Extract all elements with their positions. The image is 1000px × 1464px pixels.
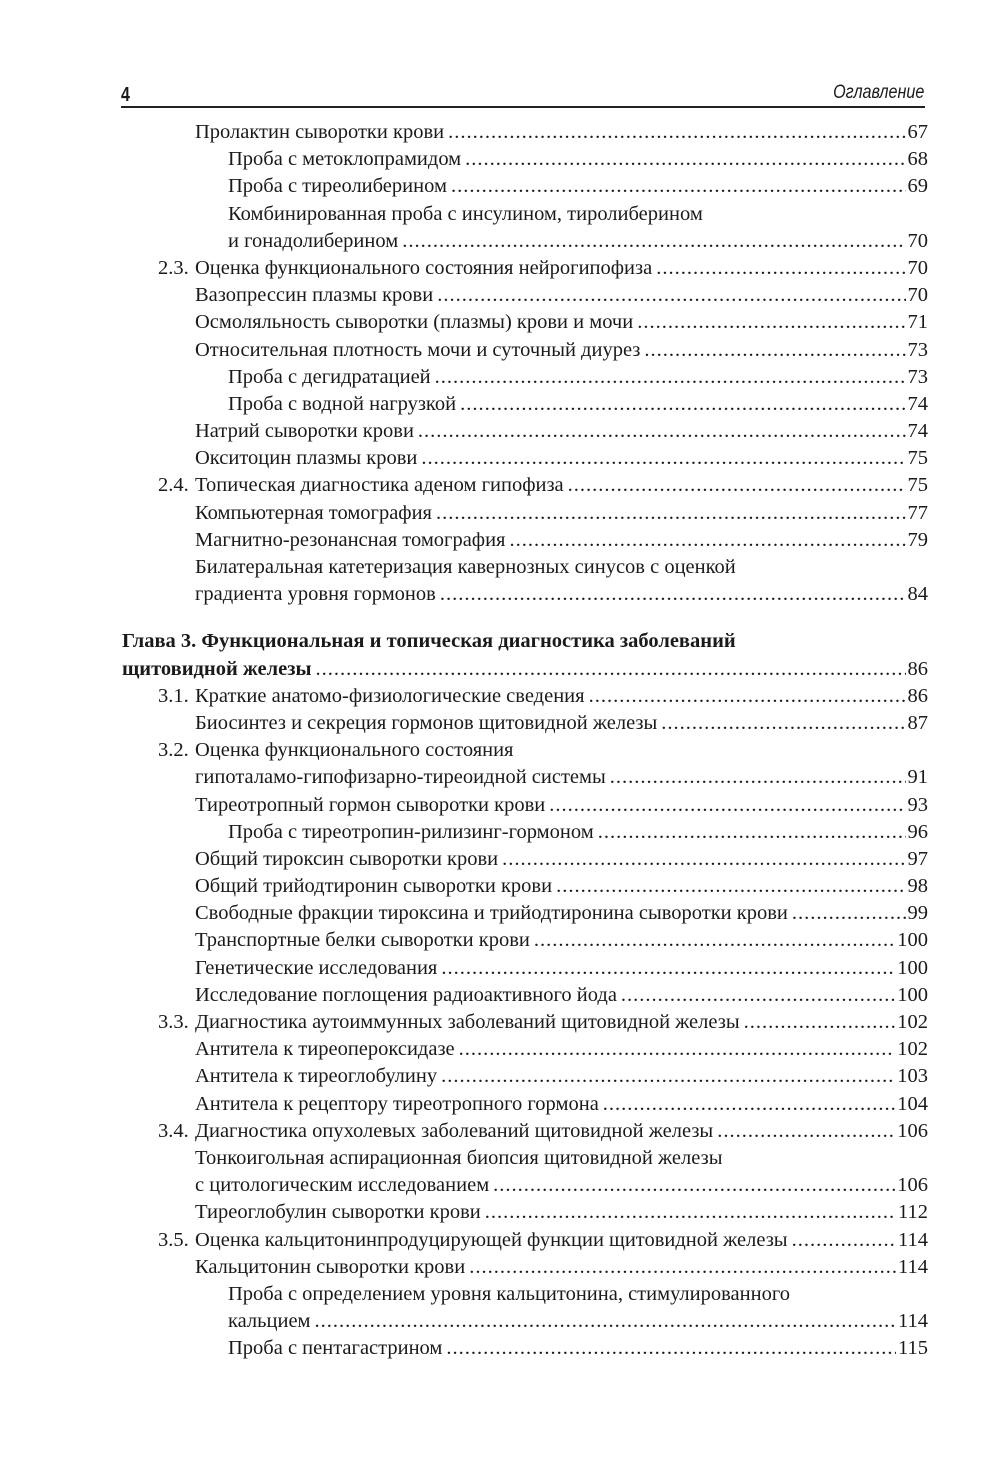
dot-leader [465,146,905,173]
toc-entry [122,554,928,608]
dot-leader [402,228,905,255]
entry-title: Относительная плотность мочи и суточный диурез [195,338,641,361]
page-ref: 102 [897,1011,928,1033]
entry-title: Диагностика аутоиммунных заболеваний щитовидной железы [195,1011,740,1033]
table-of-contents [122,119,928,1362]
entry-title: Осмоляльность сыворотки (плазмы) крови и мочи [195,311,634,334]
entry-title: Натрий сыворотки крови [195,420,414,443]
toc-entry [122,710,928,737]
toc-entry [122,873,928,900]
page-ref: 86 [907,684,928,707]
toc-entry [122,819,928,846]
entry-title: градиента уровня гормонов [195,583,436,606]
entry-title: с цитологическим исследованием [195,1174,490,1197]
page-ref: 67 [907,121,928,143]
section-number: 2.3. [158,256,189,279]
entry-title: Топическая диагностика аденом гипофиза [195,474,564,497]
entry-title: Магнитно-резонансная томография [195,528,506,551]
dot-leader [315,656,905,683]
page-ref: 97 [907,847,928,870]
entry-title: Проба с дегидратацией [228,365,431,388]
dot-leader [459,1036,896,1063]
toc-entry [122,900,928,927]
page-ref: 100 [897,983,928,1006]
toc-entry [122,146,928,173]
page-ref: 68 [907,148,928,171]
entry-title: Проба с тиреотропин-рилизинг-гормоном [228,820,594,843]
entry-title: Биосинтез и секреция гормонов щитовидной железы [195,711,658,734]
page-ref: 73 [907,365,928,388]
page-ref: 75 [907,474,928,497]
dot-leader [744,1009,896,1036]
entry-title: Кальцитонин сыворотки крови [195,1255,466,1278]
entry-title: Вазопрессин плазмы крови [195,284,434,307]
page-ref: 99 [907,902,928,925]
dot-leader [792,900,906,927]
header-rule [121,106,925,108]
dot-leader [610,764,906,791]
dot-leader [509,527,905,554]
entry-title: гипоталамо-гипофизарно-тиреоидной системы [195,766,606,789]
toc-entry [122,737,928,791]
page-ref: 93 [907,793,928,816]
page-ref: 91 [907,766,928,789]
page-ref: 100 [897,956,928,979]
dot-leader [568,472,906,499]
page-number: 4 [121,84,130,106]
page-ref: 112 [898,1201,928,1224]
toc-entry [122,927,928,954]
entry-title: Компьютерная томография [195,501,432,524]
toc-entry [122,527,928,554]
section-number: 3.5. [158,1228,189,1251]
dot-leader [644,337,905,364]
page-ref: 71 [907,311,928,334]
entry-title: Пролактин сыворотки крови [195,121,445,143]
section-number: 3.4. [158,1119,189,1142]
page-ref: 69 [907,175,928,198]
section-number: 3.1. [158,684,189,707]
page-ref: 115 [898,1337,928,1360]
entry-title: Оценка кальцитонинпродуцирующей функции щитовидной железы [195,1228,788,1251]
entry-title: Транспортные белки сыворотки крови [195,929,530,952]
toc-entry [122,683,928,710]
page-ref: 96 [907,820,928,843]
page-ref: 86 [907,657,928,680]
entry-title: кальцием [228,1310,311,1333]
entry-title: Краткие анатомо-физиологические сведения [195,684,585,707]
page-ref: 114 [898,1228,928,1251]
dot-leader [418,418,906,445]
dot-leader [441,955,895,982]
entry-title: Проба с определением уровня кальцитонина, стимулированного [228,1282,790,1305]
entry-title: Антитела к тиреоглобулину [195,1065,438,1088]
dot-leader [441,1063,895,1090]
section-number: 3.3. [158,1011,189,1033]
toc-entry [122,1227,928,1254]
toc-entry [122,500,928,527]
dot-leader [792,1227,896,1254]
page-ref: 74 [907,420,928,443]
entry-title: Тиреоглобулин сыворотки крови [195,1201,481,1224]
dot-leader [656,255,905,282]
toc-entry [122,364,928,391]
entry-title: Антитела к рецептору тиреотропного гормона [195,1092,599,1115]
toc-entry [122,1063,928,1090]
dot-leader [661,710,905,737]
dot-leader [589,683,906,710]
section-number: 3.2. [158,739,189,762]
toc-entry [122,472,928,499]
entry-title: Билатеральная катетеризация кавернозных синусов с оценкой [195,556,736,578]
entry-title: щитовидной железы [122,657,312,680]
entry-title: Проба с метоклопрамидом [228,148,462,171]
page-ref: 87 [907,711,928,734]
page-ref: 100 [897,929,928,952]
entry-title: Проба с тиреолиберином [228,175,447,198]
toc-entry [122,1335,928,1362]
dot-leader [603,1091,895,1118]
page-ref: 104 [897,1092,928,1115]
dot-leader [485,1199,896,1226]
toc-entry [122,201,928,255]
entry-title: и гонадолиберином [228,229,399,252]
page-ref: 98 [907,875,928,898]
toc-entry [122,792,928,819]
entry-title: Оценка функционального состояния [195,739,514,762]
dot-leader [421,445,905,472]
toc-entry [122,1118,928,1145]
page-ref: 114 [898,1310,928,1333]
dot-leader [451,173,906,200]
page-ref: 74 [907,392,928,415]
entry-title: Общий тироксин сыворотки крови [195,847,499,870]
page-ref: 70 [907,284,928,307]
dot-leader [534,927,895,954]
entry-title: Диагностика опухолевых заболеваний щитовидной железы [195,1119,714,1142]
page-ref: 106 [897,1174,928,1197]
toc-entry [122,391,928,418]
entry-title: Оценка функционального состояния нейрогипофиза [195,256,653,279]
page-ref: 75 [907,447,928,470]
running-title: Оглавление [832,82,924,103]
toc-chapter [122,628,928,682]
toc-entry [122,119,928,146]
page-ref: 103 [897,1065,928,1088]
toc-entry [122,1281,928,1335]
toc-entry [122,982,928,1009]
dot-leader [621,982,895,1009]
entry-title: Исследование поглощения радиоактивного йода [195,983,617,1006]
page-ref: 102 [897,1038,928,1061]
toc-entry [122,955,928,982]
toc-entry [122,1145,928,1199]
toc-entry [122,1199,928,1226]
page-ref: 79 [907,528,928,551]
entry-title: Проба с водной нагрузкой [228,392,457,415]
dot-leader [460,391,905,418]
toc-entry [122,1254,928,1281]
page-ref: 114 [898,1255,928,1278]
dot-leader [436,500,906,527]
entry-title: Проба с пентагастрином [228,1337,443,1360]
dot-leader [469,1254,896,1281]
page-ref: 70 [907,229,928,252]
dot-leader [493,1172,895,1199]
dot-leader [637,309,905,336]
section-number: 2.4. [158,474,189,497]
entry-title: Комбинированная проба с инсулином, тиролиберином [228,202,703,225]
toc-entry [122,309,928,336]
page-ref: 77 [907,501,928,524]
toc-entry [122,337,928,364]
entry-title: Антитела к тиреопероксидазе [195,1038,455,1061]
toc-entry [122,282,928,309]
page-ref: 84 [907,583,928,606]
dot-leader [598,819,906,846]
toc-entry [122,173,928,200]
entry-title: Генетические исследования [195,956,438,979]
dot-leader [440,581,906,608]
page-ref: 106 [897,1119,928,1142]
entry-title: Тонкоигольная аспирационная биопсия щитовидной железы [195,1146,723,1169]
dot-leader [446,1335,896,1362]
dot-leader [502,846,905,873]
entry-title: Глава 3. Функциональная и топическая диагностика заболеваний [122,630,736,653]
toc-entry [122,445,928,472]
toc-entry [122,1009,928,1036]
toc-entry [122,1036,928,1063]
dot-leader [315,1308,896,1335]
entry-title: Свободные фракции тироксина и трийодтиронина сыворотки крови [195,902,788,925]
dot-leader [549,792,905,819]
toc-entry [122,418,928,445]
entry-title: Тиреотропный гормон сыворотки крови [195,793,546,816]
toc-entry [122,255,928,282]
dot-leader [435,364,906,391]
entry-title: Окситоцин плазмы крови [195,447,418,470]
dot-leader [448,119,905,146]
dot-leader [717,1118,895,1145]
dot-leader [556,873,905,900]
page-ref: 70 [907,256,928,279]
toc-entry [122,846,928,873]
page-ref: 73 [907,338,928,361]
dot-leader [437,282,905,309]
entry-title: Общий трийодтиронин сыворотки крови [195,875,553,898]
toc-entry [122,1091,928,1118]
